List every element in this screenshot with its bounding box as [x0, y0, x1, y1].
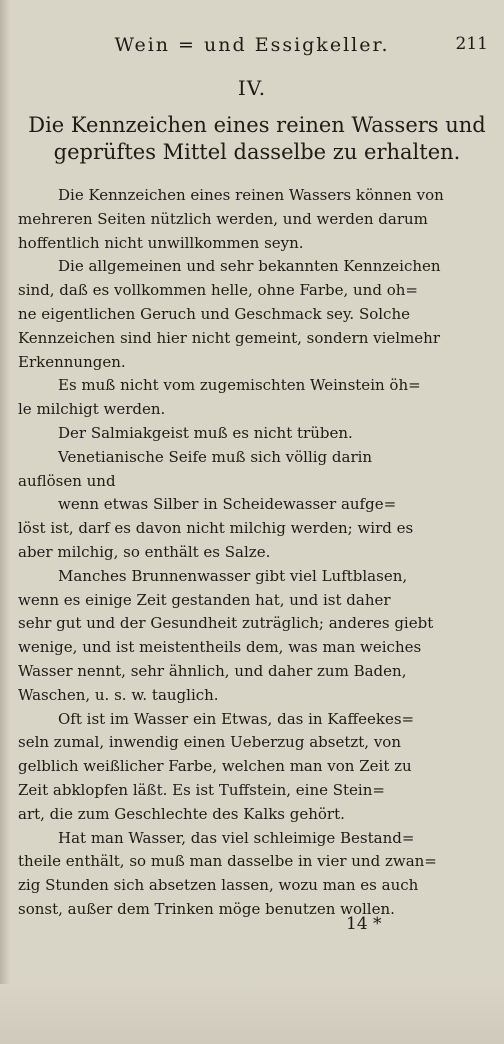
page-bottom-margin — [0, 984, 504, 1044]
text-line: Venetianische Seife muß sich völlig darin — [58, 447, 373, 466]
text-line: Der Salmiakgeist muß es nicht trüben. — [58, 423, 353, 442]
text-line: Die allgemeinen und sehr bekannten Kennzeichen — [58, 257, 441, 276]
running-title: Wein = und Essigkeller. — [114, 34, 390, 56]
text-line: Kennzeichen sind hier nicht gemeint, sondern vielmehr — [18, 328, 441, 347]
text-line: hoffentlich nicht unwillkommen seyn. — [18, 233, 304, 252]
text-line: gelblich weißlicher Farbe, welchen man von Zeit zu — [18, 757, 412, 776]
text-line: wenn es einige Zeit gestanden hat, und ist daher — [18, 590, 391, 609]
heading-line: Die Kennzeichen eines reinen Wassers und — [28, 113, 486, 137]
text-line: sonst, außer dem Trinken möge benutzen wollen. — [18, 899, 395, 918]
page-edge-shadow — [0, 0, 10, 1044]
heading-line: geprüftes Mittel dasselbe zu erhalten. — [53, 140, 461, 164]
text-line: Zeit abklopfen läßt. Es ist Tuffstein, eine Stein= — [18, 780, 385, 799]
text-line: Die Kennzeichen eines reinen Wassers können von — [58, 186, 444, 204]
text-line: Es muß nicht vom zugemischten Weinstein öh= — [58, 376, 421, 395]
chapter-number: IV. — [237, 76, 267, 100]
text-line: Wasser nennt, sehr ähnlich, und daher zum Baden, — [18, 661, 407, 680]
text-line: aber milchig, so enthält es Salze. — [18, 542, 271, 561]
signature-mark: 14 * — [346, 914, 382, 934]
text-line: sind, daß es vollkommen helle, ohne Farbe, und oh= — [18, 281, 418, 300]
body-text — [18, 184, 488, 922]
text-line: sehr gut und der Gesundheit zuträglich; anderes giebt — [18, 614, 434, 633]
text-line: theile enthält, so muß man dasselbe in vier und zwan= — [18, 852, 437, 871]
text-line: löst ist, darf es davon nicht milchig werden; wird es — [18, 519, 414, 538]
text-line: Hat man Wasser, das viel schleimige Bestand= — [58, 828, 415, 847]
text-line: Waschen, u. s. w. tauglich. — [18, 685, 219, 704]
text-line: wenige, und ist meistentheils dem, was man weiches — [18, 638, 422, 657]
text-line: le milchigt werden. — [18, 400, 166, 419]
text-line: ne eigentlichen Geruch und Geschmack sey. Solche — [18, 304, 410, 323]
text-line: art, die zum Geschlechte des Kalks gehört. — [18, 804, 345, 823]
text-line: seln zumal, inwendig einen Ueberzug absetzt, von — [18, 733, 401, 752]
text-line: mehreren Seiten nützlich werden, und werden darum — [18, 209, 428, 228]
text-line: Oft ist im Wasser ein Etwas, das in Kaffeekes= — [58, 709, 415, 728]
text-line: auflösen und — [18, 471, 116, 490]
text-line: Manches Brunnenwasser gibt viel Luftblasen, — [58, 566, 408, 585]
text-line: wenn etwas Silber in Scheidewasser aufge= — [58, 495, 397, 514]
section-heading — [24, 112, 490, 166]
text-line: zig Stunden sich absetzen lassen, wozu man es auch — [18, 876, 419, 895]
text-line: Erkennungen. — [18, 352, 126, 371]
running-head — [0, 34, 504, 58]
page-number: 211 — [455, 34, 488, 54]
